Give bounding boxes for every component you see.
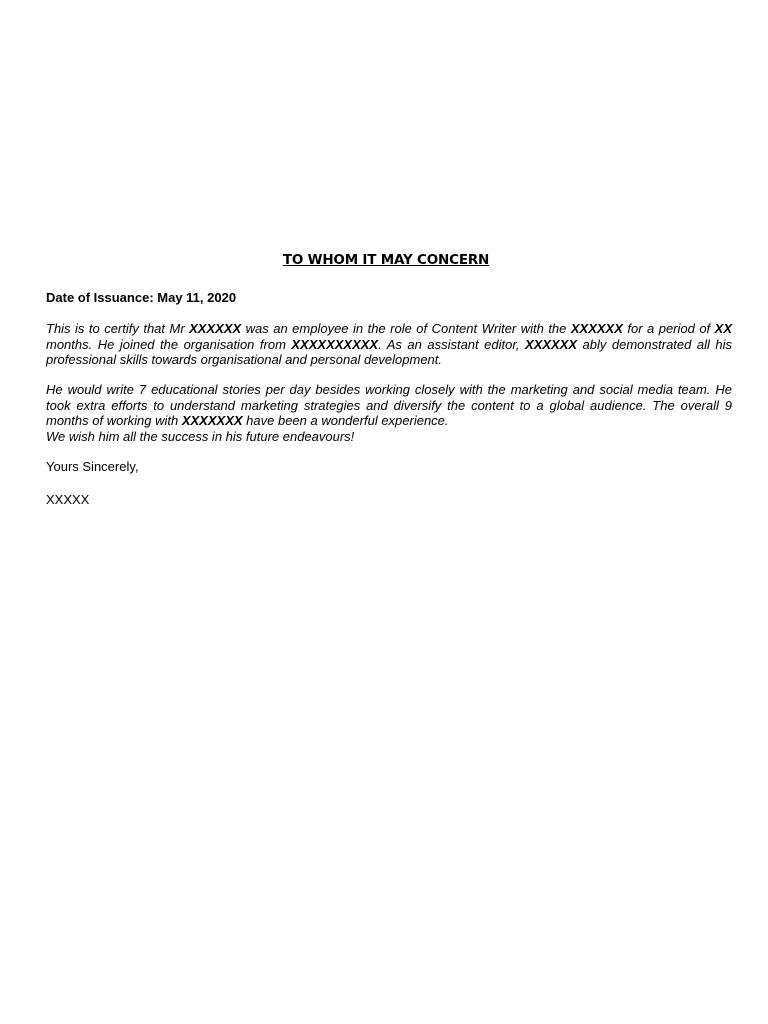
paragraph-text: . As an assistant editor,: [378, 336, 526, 352]
paragraph-text: have been a wonderful experience.: [242, 413, 449, 428]
redacted-name: XXXXXX: [189, 321, 242, 336]
paragraph-wishes: We wish him all the success in his future endeavours!: [46, 429, 355, 444]
date-of-issuance: Date of Issuance: May 11, 2020: [46, 290, 237, 305]
closing-salutation: Yours Sincerely,: [46, 459, 139, 474]
paragraph-responsibilities: [46, 382, 732, 429]
paragraph-text: months. He joined the organisation from: [46, 336, 292, 352]
paragraph-text: was an employee in the role of Content Writer with the: [241, 321, 571, 336]
redacted-date: XXXXXXXXXX: [291, 336, 379, 352]
signature-name: XXXXX: [46, 492, 90, 507]
paragraph-text: This is to certify that Mr: [46, 321, 190, 336]
redacted-name: XXXXXXX: [181, 413, 243, 428]
paragraph-text: ably demonstrated all his professional skills towards organisational and personal development.: [46, 336, 732, 367]
letter-title: TO WHOM IT MAY CONCERN: [282, 252, 490, 268]
paragraph-text: He would write 7 educational stories per day besides working closely with the marketing and social media team. He took extra efforts to understand marketing strategies and diversify the content to a global audience. The overall 9 months of working with: [46, 382, 732, 428]
redacted-company: XXXXXX: [570, 321, 623, 336]
redacted-name: XXXXXX: [525, 336, 578, 352]
paragraph-certification: [46, 321, 732, 368]
paragraph-text: for a period of: [622, 321, 715, 336]
redacted-months: XX: [714, 321, 732, 336]
